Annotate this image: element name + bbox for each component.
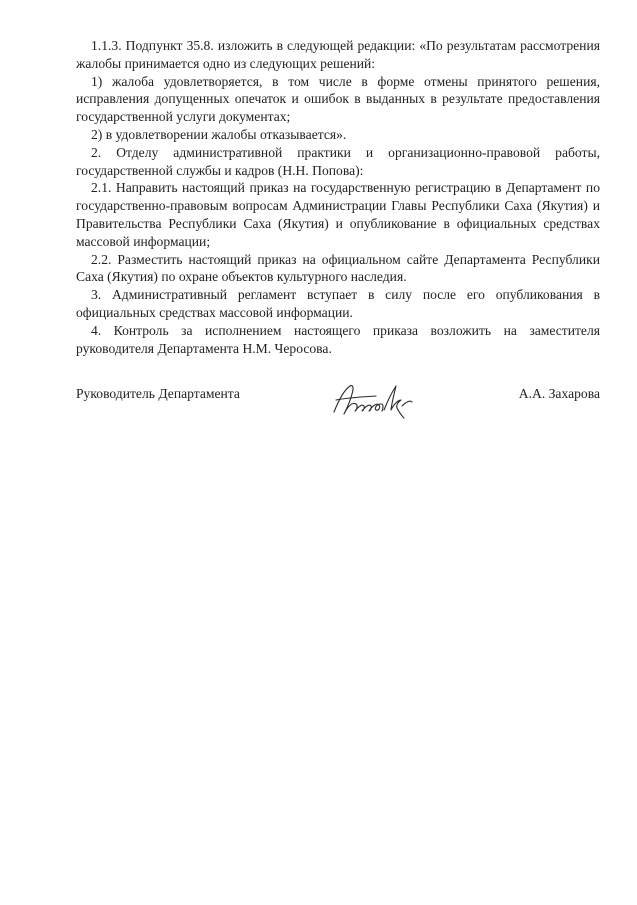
signatory-title: Руководитель Департамента [76,386,240,401]
paragraph-2: 2. Отделу административной практики и организационно-правовой работы, государственной службы и кадров (Н.Н. Попова): [76,144,600,178]
paragraph-option-2: 2) в удовлетворении жалобы отказывается». [91,126,347,142]
document-body [76,37,600,357]
paragraph-1-1-3: 1.1.3. Подпункт 35.8. изложить в следующей редакции: «По результатам рассмотрения жалобы принимается одно из следующих решений: [76,38,600,71]
signatory-name: А.А. Захарова [518,386,600,401]
paragraph-4: 4. Контроль за исполнением настоящего приказа возложить на заместителя руководителя Департамента Н.М. Черосова. [76,322,600,356]
handwritten-signature-icon [326,380,426,420]
paragraph-2-2: 2.2. Разместить настоящий приказ на официальном сайте Департамента Республики Саха (Якутия) по охране объектов культурного наследия. [76,251,600,285]
paragraph-option-1: 1) жалоба удовлетворяется, в том числе в форме отмены принятого решения, исправления допущенных опечаток и ошибок в выданных в результате предоставления государственной услуги документах; [76,73,600,125]
paragraph-3: 3. Административный регламент вступает в силу после его опубликования в официальных средствах массовой информации. [76,287,600,320]
paragraph-2-1: 2.1. Направить настоящий приказ на государственную регистрацию в Департамент по государственно-правовым вопросам Администрации Главы Республики Саха (Якутия) и Правительства Республики Саха (Якутия) и опубликование в официальных средствах массовой информации; [76,180,600,249]
signature-block [76,380,600,420]
